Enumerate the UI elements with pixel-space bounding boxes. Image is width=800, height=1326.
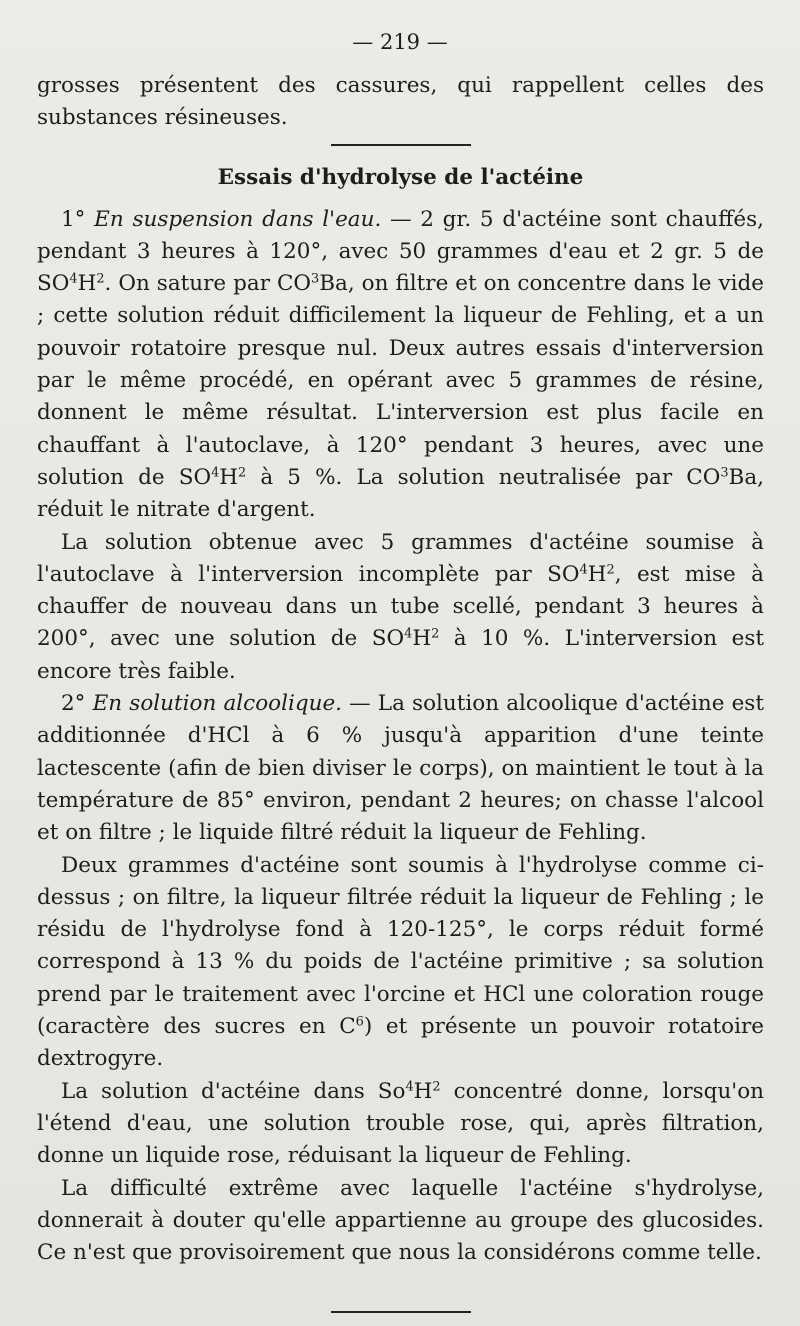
item-number: 2° — [61, 691, 86, 717]
paragraph-alcoolique: 2° En solution alcoolique. — La solution alcoolique d'actéine est additionnée d'HCl à 6 % jusqu'à apparition d'une teinte lactescente (afin de bien diviser le corps), on maintient le tout à la température de 85° environ, pendant 2 heures; on chasse l'alcool et on filtre ; le liquide filtré réduit la liqueur de Fehling. — [37, 691, 764, 846]
paragraph-suspension: 1° En suspension dans l'eau. — 2 gr. 5 d'actéine sont chauffés, pendant 3 heures à 120°, avec 50 grammes d'eau et 2 gr. 5 de $SO^4H^2$. On sature par $CO^3Ba$, on filtre et on concentre dans le vide ; cette solution réduit difficilement la liqueur de Fehling, et a un pouvoir rotatoire presque nul. Deux autres essais d'interversion par le même procédé, en opérant avec 5 grammes de résine, donnent le même résultat. L'interversion est plus facile en chauffant à l'autoclave, à 120° pendant 3 heures, avec une solution de $SO^4H^2$ à 5 %. La solution neutralisée par $CO^3Ba$, réduit le nitrate d'argent. — [37, 206, 764, 523]
paragraph-conclusion: La difficulté extrême avec laquelle l'actéine s'hydrolyse, donnerait à douter qu'elle appartienne au groupe des glucosides. Ce n'est que provisoirement que nous la considérons comme telle. — [37, 1175, 764, 1266]
page-body — [37, 70, 764, 1313]
separator-rule — [331, 144, 471, 146]
paragraph-deux-grammes: Deux grammes d'actéine sont soumis à l'hydrolyse comme ci-dessus ; on filtre, la liqueur filtrée réduit la liqueur de Fehling ; le résidu de l'hydrolyse fond à 120-125°, le corps réduit formé correspond à 13 % du poids de l'actéine primitive ; sa solution prend par le traitement avec l'orcine et HCl une coloration rouge (caractère des sucres en $C^6$) et présente un pouvoir rotatoire dextrogyre. — [37, 852, 764, 1072]
end-rule — [331, 1311, 471, 1313]
section-title: Essais d'hydrolyse de l'actéine — [217, 164, 584, 190]
page-number: — 219 — — [352, 30, 448, 54]
item-heading: En suspension dans l'eau. — [94, 206, 382, 232]
paragraph-so4h2: La solution d'actéine dans $So^4H^2$ concentré donne, lorsqu'on l'étend d'eau, une solution trouble rose, qui, après filtration, donne un liquide rose, réduisant la liqueur de Fehling. — [37, 1078, 764, 1169]
item-heading: En solution alcoolique. — [92, 691, 342, 717]
intro-paragraph: grosses présentent des cassures, qui rappellent celles des substances résineuses. — [37, 73, 764, 131]
paragraph-autoclave: La solution obtenue avec 5 grammes d'actéine soumise à l'autoclave à l'interversion incomplète par $SO^4H^2$, est mise à chauffer de nouveau dans un tube scellé, pendant 3 heures à 200°, avec une solution de $SO^4H^2$ à 10 %. L'interversion est encore très faible. — [37, 529, 764, 684]
item-number: 1° — [61, 206, 86, 232]
